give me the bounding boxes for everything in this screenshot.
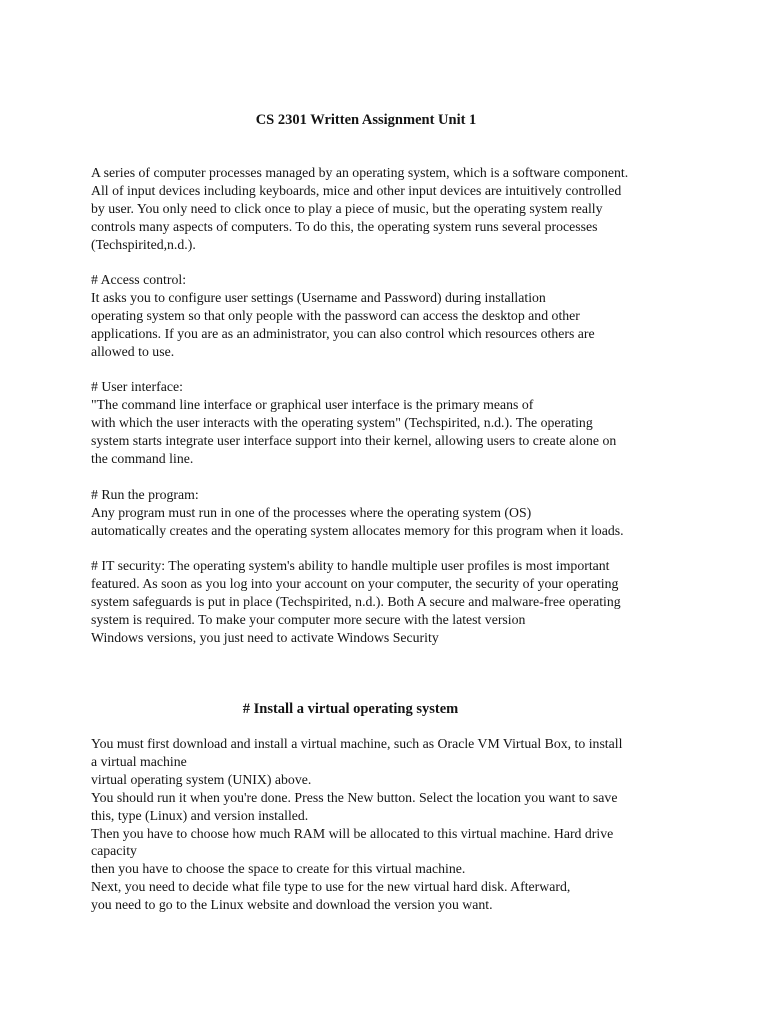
section-line: allowed to use.	[91, 343, 175, 359]
section-line: operating system so that only people with the password can access the desktop and other	[91, 307, 580, 323]
intro-line: A series of computer processes managed by an operating system, which is a software component.	[91, 165, 629, 180]
document-title: CS 2301 Written Assignment Unit 1	[255, 112, 477, 128]
install-paragraph	[91, 735, 691, 914]
section-heading: # Access control:	[91, 272, 187, 287]
intro-line: (Techspirited,n.d.).	[91, 236, 196, 252]
section-line: system starts integrate user interface support into their kernel, allowing users to create alone on	[91, 432, 617, 448]
install-line: capacity	[91, 843, 137, 859]
section-line: "The command line interface or graphical user interface is the primary means of	[91, 396, 534, 412]
run-program-section	[91, 486, 691, 540]
install-line: Then you have to choose how much RAM will be allocated to this virtual machine. Hard drive	[91, 825, 614, 841]
intro-line: by user. You only need to click once to play a piece of music, but the operating system really	[91, 200, 603, 216]
section-line: automatically creates and the operating system allocates memory for this program when it loads.	[91, 522, 624, 538]
install-line: this, type (Linux) and version installed.	[91, 807, 309, 823]
access-control-section	[91, 271, 691, 361]
section-line: system safeguards is put in place (Techspirited, n.d.). Both A secure and malware-free operating	[91, 593, 621, 609]
section-line: system is required. To make your computer more secure with the latest version	[91, 611, 526, 627]
intro-line: All of input devices including keyboards, mice and other input devices are intuitively controlled	[91, 182, 622, 198]
section-line: featured. As soon as you log into your account on your computer, the security of your operating	[91, 575, 619, 591]
install-line: virtual operating system (UNIX) above.	[91, 771, 312, 787]
section-line: Any program must run in one of the processes where the operating system (OS)	[91, 504, 532, 520]
section-heading: # User interface:	[91, 379, 183, 394]
install-line: Next, you need to decide what file type to use for the new virtual hard disk. Afterward,	[91, 879, 571, 895]
install-line: then you have to choose the space to create for this virtual machine.	[91, 861, 466, 877]
section-line: applications. If you are as an administrator, you can also control which resources others are	[91, 325, 595, 341]
install-line: you need to go to the Linux website and download the version you want.	[91, 897, 493, 913]
intro-line: controls many aspects of computers. To do this, the operating system runs several processes	[91, 218, 598, 234]
section-heading: # Run the program:	[91, 487, 199, 502]
section-line: the command line.	[91, 450, 194, 466]
install-subtitle: # Install a virtual operating system	[242, 701, 459, 717]
section-line: with which the user interacts with the operating system" (Techspirited, n.d.). The operating	[91, 414, 593, 430]
user-interface-section	[91, 378, 691, 468]
intro-paragraph	[91, 164, 691, 254]
section-heading: # IT security: The operating system's ability to handle multiple user profiles is most important	[91, 558, 610, 573]
it-security-section	[91, 557, 691, 647]
section-line: Windows versions, you just need to activate Windows Security	[91, 629, 439, 645]
section-line: It asks you to configure user settings (Username and Password) during installation	[91, 289, 546, 305]
install-line: You must first download and install a virtual machine, such as Oracle VM Virtual Box, to install	[91, 736, 623, 751]
install-line: You should run it when you're done. Press the New button. Select the location you want to save	[91, 789, 618, 805]
install-line: a virtual machine	[91, 753, 187, 769]
